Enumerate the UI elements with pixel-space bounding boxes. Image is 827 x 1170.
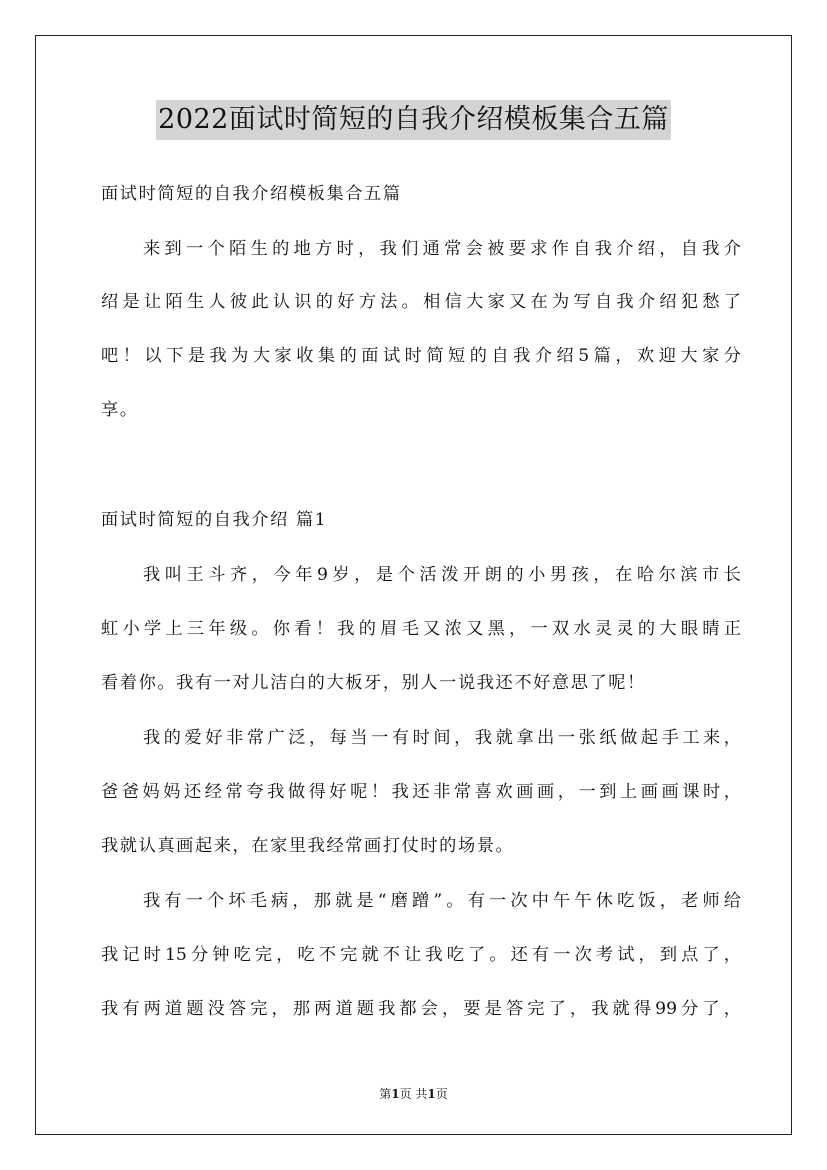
para1-line-1: 我叫王斗齐，今年9岁，是个活泼开朗的小男孩，在哈尔滨市长 bbox=[143, 565, 741, 585]
para2-line-3: 我就认真画起来，在家里我经常画打仗时的场景。 bbox=[101, 836, 515, 856]
para3-line-2: 我记时15分钟吃完，吃不完就不让我吃了。还有一次考试，到点了， bbox=[101, 945, 741, 965]
document-title: 2022面试时简短的自我介绍模板集合五篇 bbox=[156, 100, 671, 140]
para1-line-3: 看着你。我有一对儿洁白的大板牙，别人一说我还不好意思了呢！ bbox=[101, 673, 646, 693]
footer-prefix: 第 bbox=[379, 1087, 392, 1101]
title-container bbox=[0, 100, 827, 140]
section-heading: 面试时简短的自我介绍 篇1 bbox=[101, 510, 328, 530]
footer-total-pages: 1 bbox=[427, 1087, 436, 1101]
para2-line-2: 爸爸妈妈还经常夸我做得好呢！我还非常喜欢画画，一到上画画课时， bbox=[101, 782, 741, 802]
para3-line-1: 我有一个坏毛病，那就是“磨蹭”。有一次中午午休吃饭，老师给 bbox=[143, 891, 741, 911]
intro-line-2: 绍是让陌生人彼此认识的好方法。相信大家又在为写自我介绍犯愁了 bbox=[101, 292, 741, 312]
intro-line-4: 享。 bbox=[101, 400, 139, 420]
footer-suffix: 页 bbox=[435, 1087, 448, 1101]
footer-current-page: 1 bbox=[391, 1087, 400, 1101]
para2-line-1: 我的爱好非常广泛，每当一有时间，我就拿出一张纸做起手工来， bbox=[143, 728, 741, 748]
intro-line-3: 吧！以下是我为大家收集的面试时简短的自我介绍5篇，欢迎大家分 bbox=[101, 346, 741, 366]
para3-line-3: 我有两道题没答完，那两道题我都会，要是答完了，我就得99分了， bbox=[101, 999, 741, 1019]
para1-line-2: 虹小学上三年级。你看！我的眉毛又浓又黑，一双水灵灵的大眼睛正 bbox=[101, 619, 741, 639]
footer-mid: 页 共 bbox=[399, 1087, 428, 1101]
intro-line-1: 来到一个陌生的地方时，我们通常会被要求作自我介绍，自我介 bbox=[143, 239, 741, 259]
document-subtitle: 面试时简短的自我介绍模板集合五篇 bbox=[101, 184, 402, 204]
page-footer bbox=[0, 1086, 827, 1102]
